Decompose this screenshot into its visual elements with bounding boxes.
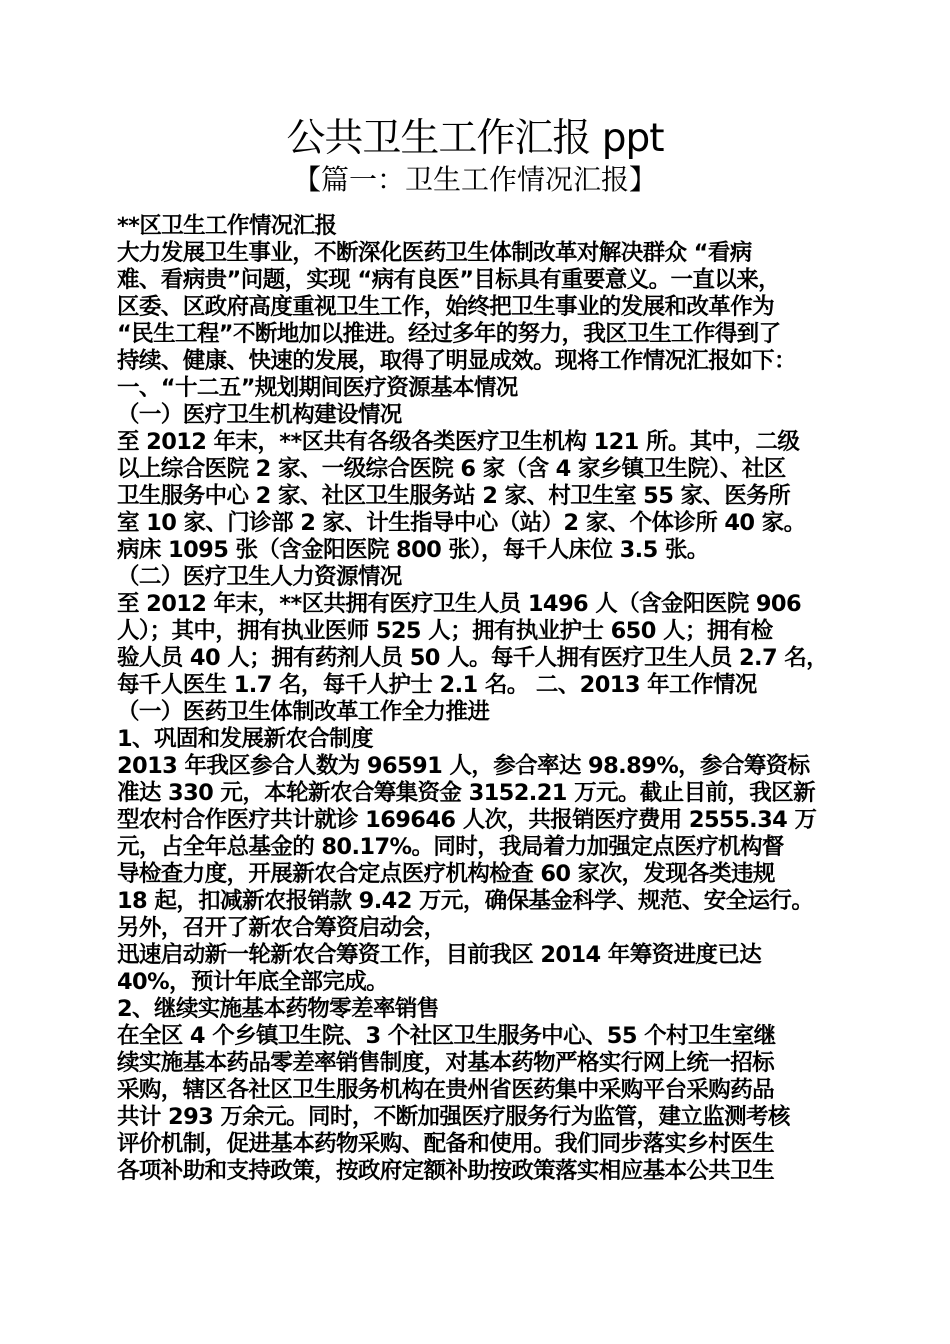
text-line: 评价机制，促进基本药物采购、配备和使用。我们同步落实乡村医生 [117, 1131, 775, 1157]
text-line: 1、巩固和发展新农合制度 [117, 726, 373, 752]
text-line: 准达 330 元，本轮新农合筹集资金 3152.21 万元。截止目前，我区新 [117, 780, 815, 806]
text-line: 另外，召开了新农合筹资启动会， [117, 915, 446, 941]
text-line: 在全区 4 个乡镇卫生院、3 个社区卫生服务中心、55 个村卫生室继 [117, 1023, 776, 1049]
text-line: 至 2012 年末，**区共拥有医疗卫生人员 1496 人（含金阳医院 906 [117, 591, 802, 617]
text-line: 大力发展卫生事业，不断深化医药卫生体制改革对解决群众 “看病 [117, 240, 752, 266]
text-line: **区卫生工作情况汇报 [117, 213, 337, 239]
text-line: 导检查力度，开展新农合定点医疗机构检查 60 家次，发现各类违规 [117, 861, 775, 887]
text-line: 2、继续实施基本药物零差率销售 [117, 996, 439, 1022]
text-line: 元，占全年总基金的 80.17%。同时，我局着力加强定点医疗机构督 [117, 834, 784, 860]
text-line: 采购，辖区各社区卫生服务机构在贵州省医药集中采购平台采购药品 [117, 1077, 775, 1103]
text-line: 一、“十二五”规划期间医疗资源基本情况 [117, 375, 518, 401]
text-line: 区委、区政府高度重视卫生工作，始终把卫生事业的发展和改革作为 [117, 294, 775, 320]
text-line: 2013 年我区参合人数为 96591 人，参合率达 98.89%，参合筹资标 [117, 753, 810, 779]
text-line: 18 起，扣减新农报销款 9.42 万元，确保基金科学、规范、安全运行。 [117, 888, 814, 914]
text-line: 人）；其中，拥有执业医师 525 人；拥有执业护士 650 人；拥有检 [117, 618, 773, 644]
text-line: 验人员 40 人；拥有药剂人员 50 人。每千人拥有医疗卫生人员 2.7 名， [117, 645, 829, 671]
text-line: （一）医疗卫生机构建设情况 [117, 402, 402, 428]
text-line: 续实施基本药品零差率销售制度，对基本药物严格实行网上统一招标 [117, 1050, 775, 1076]
text-line: 持续、健康、快速的发展，取得了明显成效。现将工作情况汇报如下： [117, 348, 796, 374]
text-line: 至 2012 年末，**区共有各级各类医疗卫生机构 121 所。其中，二级 [117, 429, 800, 455]
text-line: 以上综合医院 2 家、一级综合医院 6 家（含 4 家乡镇卫生院）、社区 [117, 456, 786, 482]
text-line: 每千人医生 1.7 名，每千人护士 2.1 名。 二、2013 年工作情况 [117, 672, 757, 698]
text-line: 40%，预计年底全部完成。 [117, 969, 389, 995]
text-line: 迅速启动新一轮新农合筹资工作，目前我区 2014 年筹资进度已达 [117, 942, 762, 968]
document-subtitle: 【篇一：卫生工作情况汇报】 [292, 163, 657, 196]
text-line: 共计 293 万余元。同时，不断加强医疗服务行为监管，建立监测考核 [117, 1104, 790, 1130]
text-line: 卫生服务中心 2 家、社区卫生服务站 2 家、村卫生室 55 家、医务所 [117, 483, 791, 509]
text-line: 室 10 家、门诊部 2 家、计生指导中心（站）2 家、个体诊所 40 家。 [117, 510, 806, 536]
text-line: 难、看病贵”问题，实现 “病有良医”目标具有重要意义。一直以来， [117, 267, 780, 293]
text-line: 各项补助和支持政策，按政府定额补助按政策落实相应基本公共卫生 [117, 1158, 775, 1184]
document-title: 公共卫生工作汇报 ppt [286, 116, 664, 161]
text-line: “民生工程”不断地加以推进。经过多年的努力，我区卫生工作得到了 [117, 321, 781, 347]
text-line: （二）医疗卫生人力资源情况 [117, 564, 402, 590]
document-body [117, 213, 857, 1185]
text-line: 型农村合作医疗共计就诊 169646 人次，共报销医疗费用 2555.34 万 [117, 807, 817, 833]
text-line: 病床 1095 张（含金阳医院 800 张），每千人床位 3.5 张。 [117, 537, 709, 563]
text-line: （一）医药卫生体制改革工作全力推进 [117, 699, 490, 725]
